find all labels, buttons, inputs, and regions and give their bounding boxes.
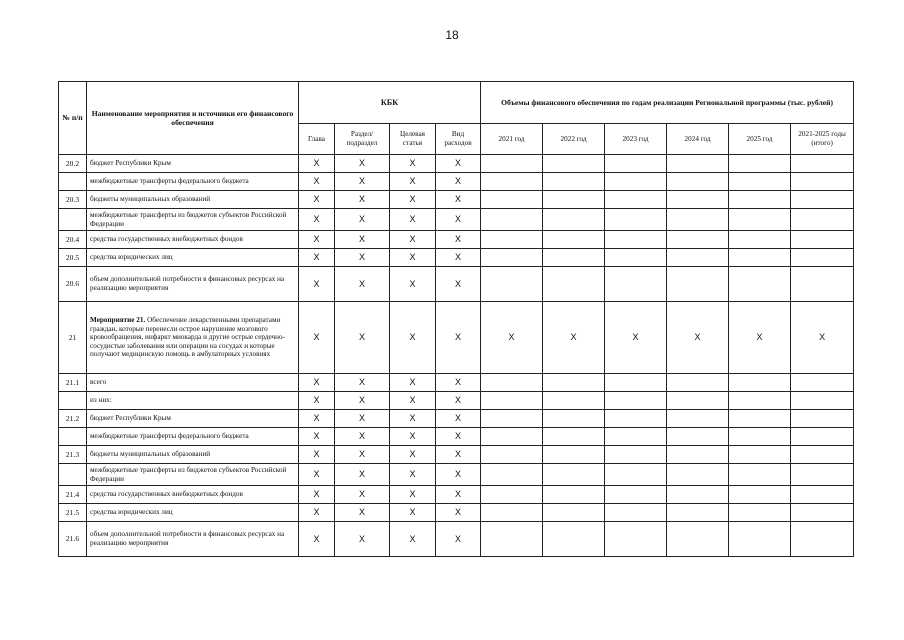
row-number [59, 173, 87, 191]
kbk-mark: Х [335, 486, 390, 504]
kbk-mark: Х [299, 209, 335, 231]
row-number: 21.1 [59, 374, 87, 392]
year-cell [481, 446, 543, 464]
year-cell [605, 428, 667, 446]
year-cell [729, 249, 791, 267]
year-cell [667, 410, 729, 428]
row-number: 21 [59, 302, 87, 374]
year-cell [791, 446, 854, 464]
year-cell [791, 249, 854, 267]
row-name: объем дополнительной потребности в финансовых ресурсах на реализацию мероприятия [87, 522, 299, 557]
year-cell [667, 522, 729, 557]
year-cell [543, 155, 605, 173]
year-cell [791, 231, 854, 249]
kbk-mark: Х [436, 302, 481, 374]
kbk-mark: Х [390, 209, 436, 231]
year-cell [667, 446, 729, 464]
kbk-mark: Х [335, 267, 390, 302]
year-cell [481, 392, 543, 410]
year-cell [791, 392, 854, 410]
kbk-mark: Х [390, 486, 436, 504]
year-cell [543, 231, 605, 249]
year-cell [481, 267, 543, 302]
table-row [59, 464, 854, 486]
kbk-mark: Х [335, 522, 390, 557]
year-cell [791, 504, 854, 522]
year-cell [481, 191, 543, 209]
kbk-mark: Х [390, 267, 436, 302]
row-name: средства юридических лиц [87, 504, 299, 522]
kbk-mark: Х [299, 464, 335, 486]
row-number: 20.2 [59, 155, 87, 173]
row-number: 21.3 [59, 446, 87, 464]
year-cell [481, 231, 543, 249]
year-cell [667, 173, 729, 191]
kbk-mark: Х [335, 392, 390, 410]
kbk-mark: Х [335, 374, 390, 392]
year-cell [729, 464, 791, 486]
year-cell [791, 155, 854, 173]
year-cell [729, 486, 791, 504]
table-row [59, 231, 854, 249]
year-cell [791, 410, 854, 428]
kbk-mark: Х [299, 173, 335, 191]
kbk-mark: Х [299, 392, 335, 410]
row-name: всего [87, 374, 299, 392]
kbk-mark: Х [299, 231, 335, 249]
kbk-mark: Х [299, 155, 335, 173]
year-cell [481, 209, 543, 231]
year-cell [605, 209, 667, 231]
kbk-mark: Х [390, 446, 436, 464]
year-cell [543, 446, 605, 464]
year-cell [791, 209, 854, 231]
kbk-mark: Х [335, 191, 390, 209]
kbk-mark: Х [436, 464, 481, 486]
year-cell [481, 249, 543, 267]
kbk-mark: Х [390, 173, 436, 191]
year-cell [481, 504, 543, 522]
year-cell [481, 486, 543, 504]
year-cell [543, 191, 605, 209]
year-cell [543, 504, 605, 522]
funding-table [58, 81, 854, 557]
year-cell [729, 522, 791, 557]
table-row [59, 522, 854, 557]
kbk-mark: Х [390, 464, 436, 486]
kbk-mark: Х [436, 504, 481, 522]
row-number: 21.4 [59, 486, 87, 504]
table-row [59, 392, 854, 410]
year-cell [667, 428, 729, 446]
row-number [59, 392, 87, 410]
year-cell [543, 428, 605, 446]
year-col-header: 2021 год [481, 124, 543, 155]
kbk-mark: Х [436, 392, 481, 410]
year-col-header: 2025 год [729, 124, 791, 155]
year-cell [667, 374, 729, 392]
kbk-mark: Х [390, 155, 436, 173]
kbk-mark: Х [390, 392, 436, 410]
kbk-mark: Х [436, 486, 481, 504]
kbk-col-header: Раздел/ подраздел [335, 124, 390, 155]
year-cell [667, 486, 729, 504]
table-row [59, 486, 854, 504]
kbk-mark: Х [335, 249, 390, 267]
table-row [59, 173, 854, 191]
kbk-mark: Х [299, 302, 335, 374]
kbk-mark: Х [436, 446, 481, 464]
kbk-mark: Х [390, 249, 436, 267]
year-cell [791, 267, 854, 302]
kbk-mark: Х [335, 428, 390, 446]
kbk-mark: Х [299, 428, 335, 446]
kbk-mark: Х [335, 302, 390, 374]
row-name: из них: [87, 392, 299, 410]
kbk-mark: Х [390, 522, 436, 557]
year-cell [605, 173, 667, 191]
year-cell [729, 374, 791, 392]
year-cell [543, 410, 605, 428]
year-cell [605, 486, 667, 504]
year-cell [605, 155, 667, 173]
kbk-mark: Х [335, 410, 390, 428]
year-mark: Х [543, 302, 605, 374]
kbk-col-header: Целевая статья [390, 124, 436, 155]
table-row [59, 410, 854, 428]
kbk-mark: Х [390, 302, 436, 374]
row-number: 20.6 [59, 267, 87, 302]
year-cell [605, 522, 667, 557]
row-number: 20.3 [59, 191, 87, 209]
kbk-mark: Х [436, 522, 481, 557]
kbk-col-header: Глава [299, 124, 335, 155]
year-cell [667, 392, 729, 410]
year-cell [481, 374, 543, 392]
row-number [59, 428, 87, 446]
year-mark: Х [667, 302, 729, 374]
header-name: Наименование мероприятия и источники его финансового обеспечения [87, 82, 299, 155]
year-cell [667, 231, 729, 249]
table-row [59, 249, 854, 267]
row-number [59, 209, 87, 231]
year-cell [729, 209, 791, 231]
year-cell [667, 191, 729, 209]
header-funding: Объемы финансового обеспечения по годам реализации Региональной программы (тыс. рублей) [481, 82, 854, 124]
year-cell [667, 464, 729, 486]
kbk-mark: Х [436, 410, 481, 428]
year-cell [729, 173, 791, 191]
year-mark: Х [791, 302, 854, 374]
year-cell [543, 392, 605, 410]
row-name: средства государственных внебюджетных фондов [87, 231, 299, 249]
kbk-mark: Х [436, 191, 481, 209]
kbk-mark: Х [299, 267, 335, 302]
year-cell [729, 446, 791, 464]
year-cell [667, 267, 729, 302]
kbk-mark: Х [299, 410, 335, 428]
kbk-col-header: Вид расходов [436, 124, 481, 155]
row-name: бюджет Республики Крым [87, 155, 299, 173]
kbk-mark: Х [299, 486, 335, 504]
year-cell [667, 155, 729, 173]
row-number: 21.6 [59, 522, 87, 557]
row-name: объем дополнительной потребности в финансовых ресурсах на реализацию мероприятия [87, 267, 299, 302]
year-cell [481, 173, 543, 191]
year-cell [605, 249, 667, 267]
row-number: 21.2 [59, 410, 87, 428]
kbk-mark: Х [390, 410, 436, 428]
year-cell [543, 374, 605, 392]
year-cell [791, 191, 854, 209]
kbk-mark: Х [436, 209, 481, 231]
year-cell [729, 155, 791, 173]
kbk-mark: Х [335, 231, 390, 249]
row-name-text: Обеспечение лекарственными препаратами граждан, которые перенесли острое нарушение мозгового кровообращения, инфаркт миокарда и другие острые сердечно-сосудистые заболевания или операции на сосудах и которые получают медицинскую помощь в амбулаторных условиях [90, 315, 286, 359]
year-cell [605, 267, 667, 302]
table-row [59, 504, 854, 522]
kbk-mark: Х [436, 155, 481, 173]
table-row [59, 446, 854, 464]
year-cell [791, 173, 854, 191]
year-cell [481, 410, 543, 428]
year-cell [605, 392, 667, 410]
table-row [59, 267, 854, 302]
row-name [87, 302, 299, 374]
year-cell [729, 410, 791, 428]
year-cell [791, 374, 854, 392]
year-cell [791, 486, 854, 504]
year-col-header: 2023 год [605, 124, 667, 155]
table-row [59, 209, 854, 231]
row-name: средства государственных внебюджетных фондов [87, 486, 299, 504]
year-cell [543, 464, 605, 486]
year-cell [605, 410, 667, 428]
kbk-mark: Х [436, 267, 481, 302]
row-name: бюджет Республики Крым [87, 410, 299, 428]
year-cell [791, 464, 854, 486]
year-cell [605, 191, 667, 209]
header-num: № п/п [59, 82, 87, 155]
table-row [59, 374, 854, 392]
kbk-mark: Х [436, 374, 481, 392]
year-cell [667, 249, 729, 267]
year-cell [605, 504, 667, 522]
table-row [59, 302, 854, 374]
year-mark: Х [481, 302, 543, 374]
kbk-mark: Х [390, 504, 436, 522]
kbk-mark: Х [436, 428, 481, 446]
year-mark: Х [729, 302, 791, 374]
year-cell [605, 374, 667, 392]
header-kbk: КБК [299, 82, 481, 124]
row-name: бюджеты муниципальных образований [87, 191, 299, 209]
year-cell [543, 486, 605, 504]
kbk-mark: Х [299, 374, 335, 392]
year-cell [481, 464, 543, 486]
kbk-mark: Х [436, 249, 481, 267]
year-cell [605, 231, 667, 249]
year-col-header: 2022 год [543, 124, 605, 155]
row-name: средства юридических лиц [87, 249, 299, 267]
year-cell [729, 231, 791, 249]
year-cell [729, 392, 791, 410]
row-name: бюджеты муниципальных образований [87, 446, 299, 464]
table-row [59, 191, 854, 209]
kbk-mark: Х [335, 504, 390, 522]
kbk-mark: Х [390, 374, 436, 392]
kbk-mark: Х [390, 428, 436, 446]
kbk-mark: Х [436, 173, 481, 191]
year-mark: Х [605, 302, 667, 374]
year-cell [729, 267, 791, 302]
year-col-header: 2024 год [667, 124, 729, 155]
row-name-bold: Мероприятие 21. [90, 315, 146, 324]
year-cell [543, 209, 605, 231]
year-cell [791, 428, 854, 446]
year-cell [667, 504, 729, 522]
year-cell [481, 155, 543, 173]
year-cell [729, 428, 791, 446]
kbk-mark: Х [299, 446, 335, 464]
year-cell [791, 522, 854, 557]
row-number: 20.5 [59, 249, 87, 267]
year-cell [543, 249, 605, 267]
row-number: 21.5 [59, 504, 87, 522]
row-name: межбюджетные трансферты федерального бюджета [87, 173, 299, 191]
kbk-mark: Х [335, 209, 390, 231]
table-row [59, 155, 854, 173]
table-row [59, 428, 854, 446]
row-name: межбюджетные трансферты из бюджетов субъектов Российской Федерации [87, 209, 299, 231]
row-name: межбюджетные трансферты федерального бюджета [87, 428, 299, 446]
year-cell [543, 522, 605, 557]
kbk-mark: Х [436, 231, 481, 249]
kbk-mark: Х [299, 522, 335, 557]
year-cell [605, 446, 667, 464]
kbk-mark: Х [299, 249, 335, 267]
kbk-mark: Х [390, 191, 436, 209]
kbk-mark: Х [335, 155, 390, 173]
year-cell [481, 428, 543, 446]
row-name: межбюджетные трансферты из бюджетов субъектов Российской Федерации [87, 464, 299, 486]
year-cell [667, 209, 729, 231]
kbk-mark: Х [299, 191, 335, 209]
page-number: 18 [445, 28, 459, 42]
year-cell [729, 504, 791, 522]
year-cell [729, 191, 791, 209]
kbk-mark: Х [390, 231, 436, 249]
year-cell [481, 522, 543, 557]
kbk-mark: Х [335, 464, 390, 486]
kbk-mark: Х [335, 446, 390, 464]
year-cell [543, 173, 605, 191]
year-cell [543, 267, 605, 302]
year-cell [605, 464, 667, 486]
kbk-mark: Х [335, 173, 390, 191]
kbk-mark: Х [299, 504, 335, 522]
year-col-header: 2021-2025 годы (итого) [791, 124, 854, 155]
row-number [59, 464, 87, 486]
row-number: 20.4 [59, 231, 87, 249]
